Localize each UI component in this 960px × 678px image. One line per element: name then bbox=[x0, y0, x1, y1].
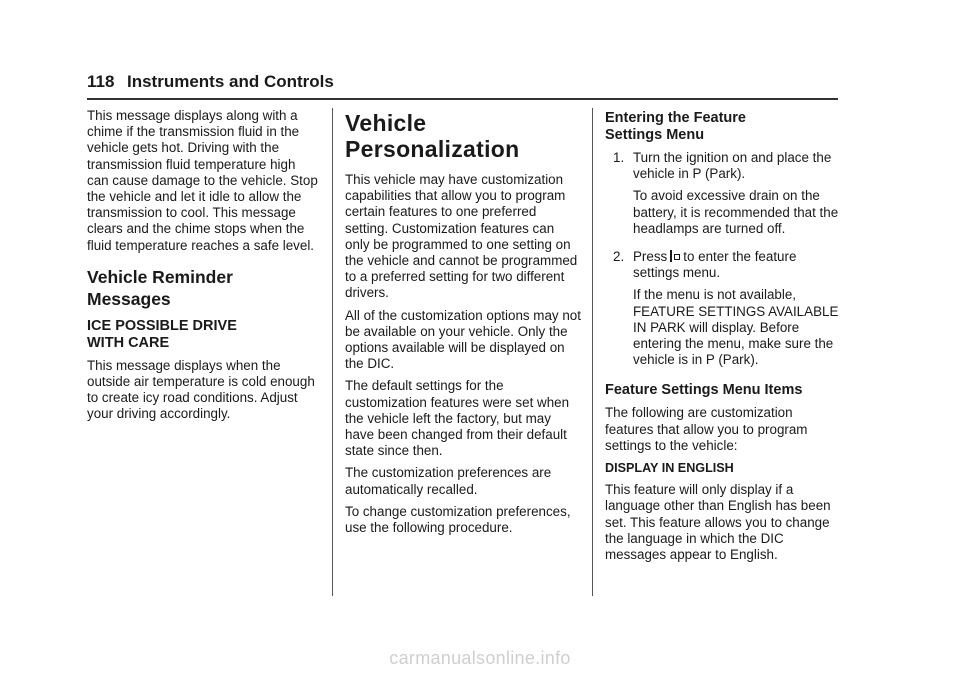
step-number: 1. bbox=[613, 150, 625, 165]
header-text bbox=[87, 72, 838, 92]
transmission-hot-paragraph: This message displays along with a chime if the transmission fluid in the vehicle gets hot. Driving with the transmission fluid temperature high can cause damage to the vehicle. Stop the vehicle and let it idle to allow the transmission to cool. This message clears and the chime stops when the fluid temperature reaches a safe level. bbox=[87, 108, 318, 253]
heading-line: Entering the Feature bbox=[605, 110, 746, 126]
header-rule bbox=[87, 98, 838, 100]
step-text-suffix: to enter the feature settings menu. bbox=[633, 249, 797, 281]
entering-feature-settings-heading bbox=[605, 110, 840, 144]
heading-line: WITH CARE bbox=[87, 334, 170, 351]
watermark: carmanualsonline.info bbox=[389, 648, 571, 668]
heading-line: Messages bbox=[87, 288, 171, 309]
ice-paragraph: This message displays when the outside air temperature is cold enough to create icy road conditions. Adjust your driving accordingly. bbox=[87, 357, 315, 422]
step-1 bbox=[605, 150, 840, 243]
column-divider bbox=[332, 108, 333, 596]
items-intro-paragraph: The following are customization features that allow you to program settings to the vehicle: bbox=[605, 405, 808, 453]
step-number: 2. bbox=[613, 249, 625, 265]
step-text-prefix: Press bbox=[633, 249, 668, 265]
step-note: To avoid excessive drain on the battery, it is recommended that the headlamps are turned off. bbox=[633, 188, 839, 236]
display-in-english-heading: DISPLAY IN ENGLISH bbox=[605, 461, 734, 476]
default-settings-paragraph: The default settings for the customization features were set when the vehicle left the factory, but may have been changed from their default state since then. bbox=[345, 378, 570, 459]
heading-line: Personalization bbox=[345, 136, 520, 162]
ice-possible-heading bbox=[87, 318, 319, 352]
recall-paragraph: The customization preferences are automatically recalled. bbox=[345, 465, 552, 497]
heading-line: ICE POSSIBLE DRIVE bbox=[87, 317, 237, 334]
customization-paragraph: This vehicle may have customization capabilities that allow you to program certain features to one preferred setting. Customization features can only be programmed to one setting on the vehicle and cannot be programmed to a preferred setting for two different drivers. bbox=[345, 172, 578, 301]
step-text: Turn the ignition on and place the vehicle in P (Park). bbox=[633, 150, 832, 182]
step-2 bbox=[605, 249, 840, 374]
step-body bbox=[633, 249, 840, 374]
heading-line: Vehicle bbox=[345, 110, 427, 136]
vehicle-personalization-heading bbox=[345, 110, 581, 162]
column-2 bbox=[345, 108, 581, 542]
column-3 bbox=[605, 108, 840, 569]
column-divider bbox=[592, 108, 593, 596]
heading-line: Vehicle Reminder bbox=[87, 266, 233, 287]
page-header bbox=[87, 72, 838, 92]
section-title: Instruments and Controls bbox=[127, 72, 334, 91]
heading-line: Settings Menu bbox=[605, 127, 705, 143]
feature-settings-items-heading: Feature Settings Menu Items bbox=[605, 382, 803, 399]
step-text bbox=[633, 249, 840, 281]
procedure-paragraph: To change customization preferences, use the following procedure. bbox=[345, 503, 571, 536]
step-note: If the menu is not available, FEATURE SETTINGS AVAILABLE IN PARK will display. Before entering the menu, make sure the vehicle is in P (Park). bbox=[633, 287, 839, 368]
options-paragraph: All of the customization options may not be available on your vehicle. Only the options available will be displayed on the DIC. bbox=[345, 307, 581, 372]
page-number: 118 bbox=[87, 72, 115, 91]
column-1 bbox=[87, 108, 319, 429]
settings-button-icon bbox=[669, 250, 680, 262]
step-body bbox=[633, 150, 840, 243]
vehicle-reminder-heading bbox=[87, 266, 319, 310]
display-in-english-paragraph: This feature will only display if a language other than English has been set. This feature allows you to change the language in which the DIC messages appear to English. bbox=[605, 482, 831, 563]
